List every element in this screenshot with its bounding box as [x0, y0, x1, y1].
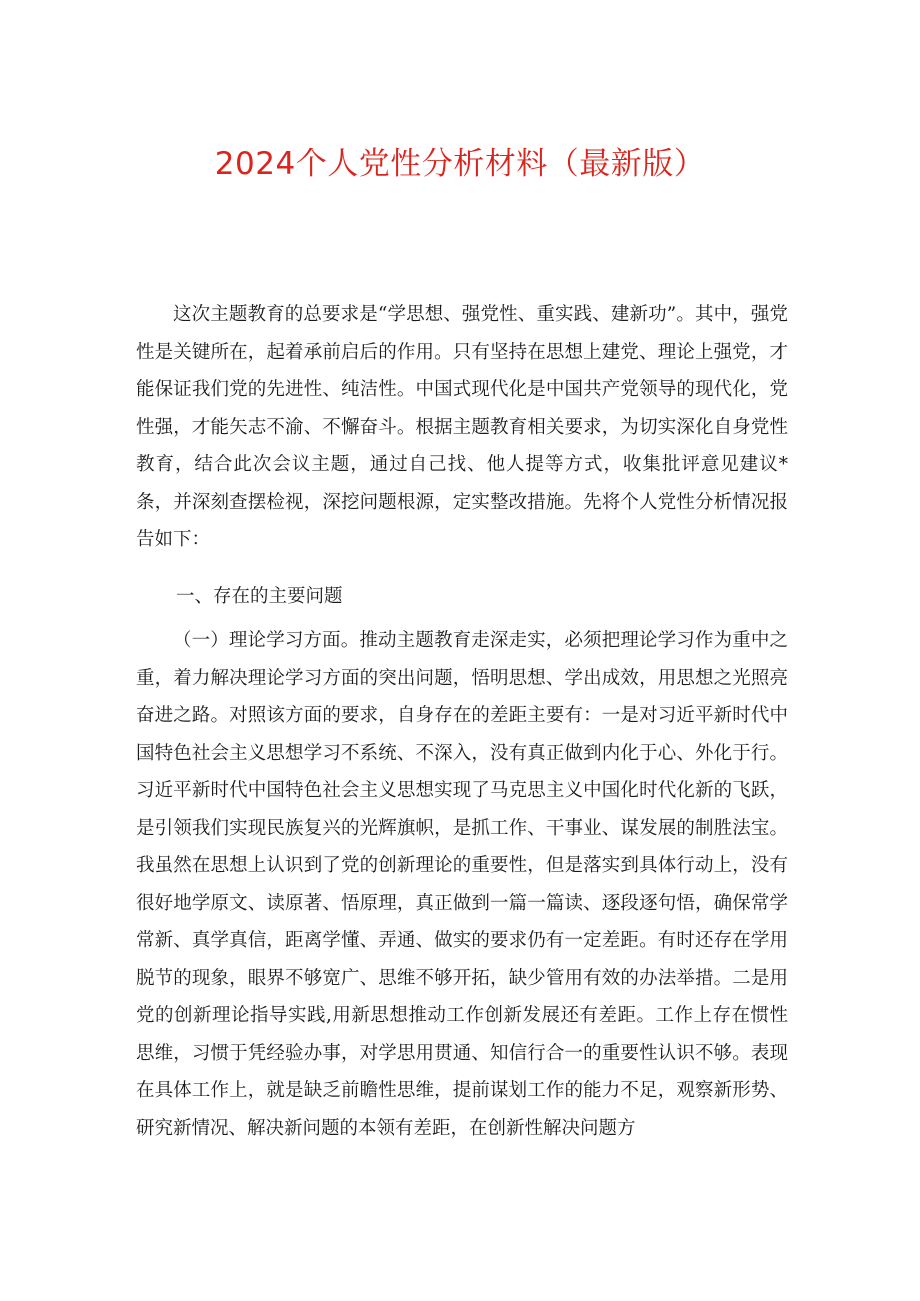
section-paragraph: （一）理论学习方面。推动主题教育走深走实，必须把理论学习作为重中之重，着力解决理论学习方面的突出问题，悟明思想、学出成效，用思想之光照亮奋进之路。对照该方面的要求，自身存在的差距主要有：一是对习近平新时代中国特色社会主义思想学习不系统、不深入，没有真正做到内化于心、外化于行。习近平新时代中国特色社会主义思想实现了马克思主义中国化时代化新的飞跃，是引领我们实现民族复兴的光辉旗帜，是抓工作、干事业、谋发展的制胜法宝。我虽然在思想上认识到了党的创新理论的重要性，但是落实到具体行动上，没有很好地学原文、读原著、悟原理，真正做到一篇一篇读、逐段逐句悟，确保常学常新、真学真信，距离学懂、弄通、做实的要求仍有一定差距。有时还存在学用脱节的现象，眼界不够宽广、思维不够开拓，缺少管用有效的办法举措。二是用党的创新理论指导实践,用新思想推动工作创新发展还有差距。工作上存在惯性思维，习惯于凭经验办事，对学思用贯通、知信行合一的重要性认识不够。表现在具体工作上，就是缺乏前瞻性思维，提前谋划工作的能力不足，观察新形势、研究新情况、解决新问题的本领有差距，在创新性解决问题方 [136, 630, 788, 1139]
section-heading: 一、存在的主要问题 [176, 586, 343, 607]
intro-paragraph: 这次主题教育的总要求是“学思想、强党性、重实践、建新功”。其中，强党性是关键所在，起着承前启后的作用。只有坚持在思想上建党、理论上强党，才能保证我们党的先进性、纯洁性。中国式现代化是中国共产党领导的现代化，党性强，才能矢志不渝、不懈奋斗。根据主题教育相关要求，为切实深化自身党性教育，结合此次会议主题，通过自己找、他人提等方式，收集批评意见建议*条，并深刻查摆检视，深挖问题根源，定实整改措施。先将个人党性分析情况报告如下： [136, 304, 788, 550]
document-title: 2024个人党性分析材料（最新版） [214, 146, 706, 182]
